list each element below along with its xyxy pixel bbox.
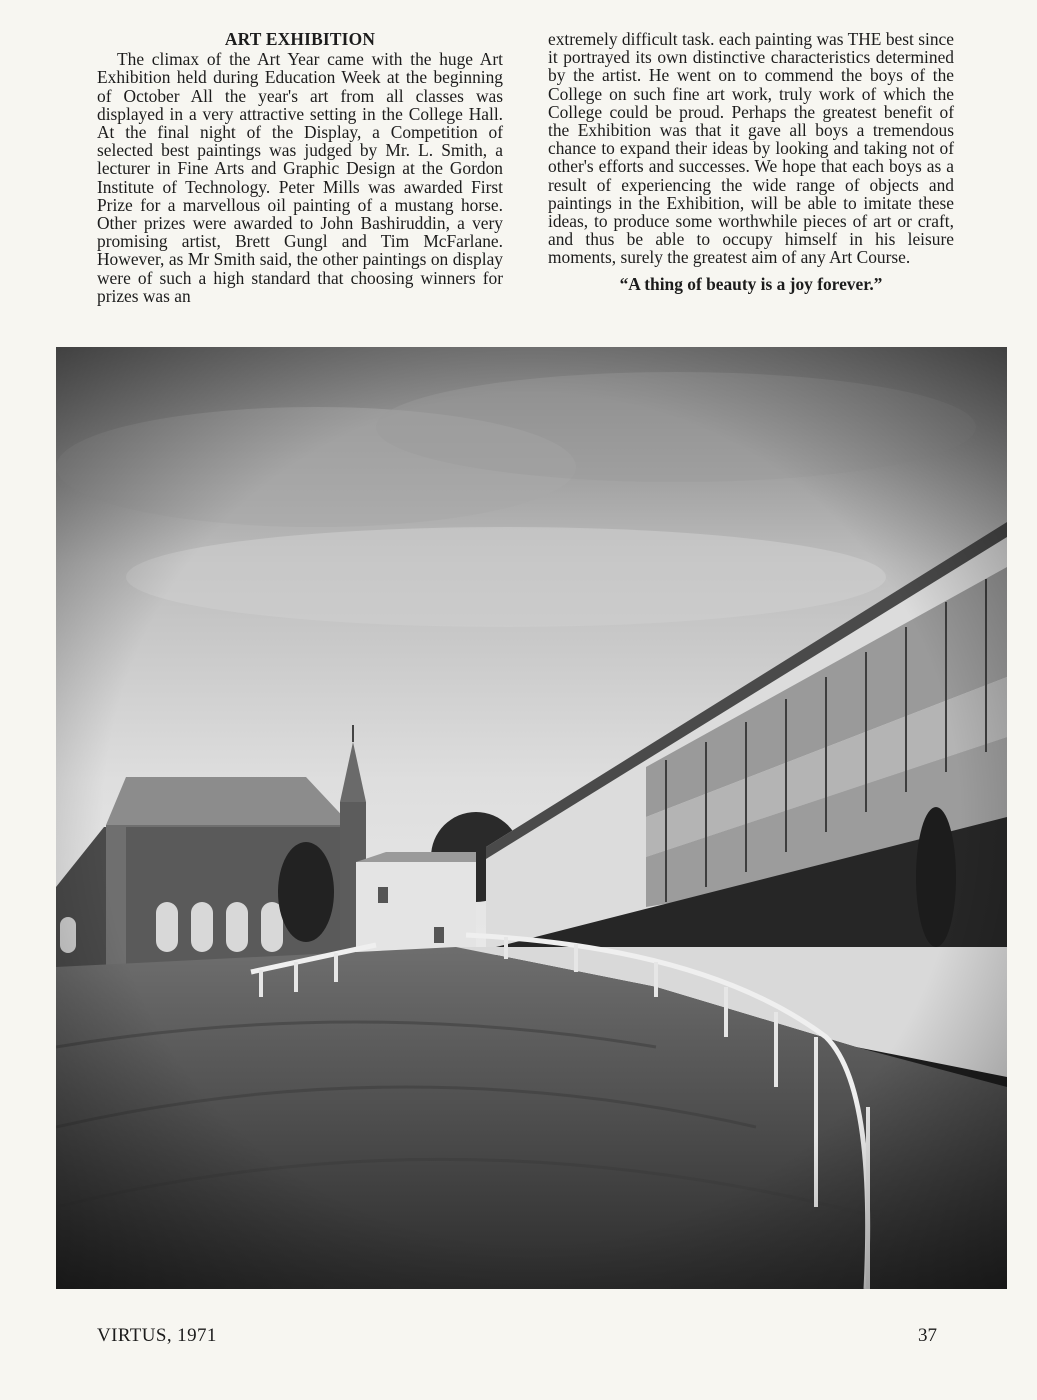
article-body-right: extremely difficult task. each painting was THE best since it portrayed its own distinctive characteristics determined by the artist. He went on to commend the boys of the College on such fine art work, truly work of which the College could be proud. Perhaps the greatest benefit of the Exhibition was that it gave all boys a tremendous chance to expand their ideas by looking and taking not of other's efforts and successes. We hope that each boys as a result of experiencing the wide range of objects and paintings in the Exhibition, will be able to imitate these ideas, to produce some worthwhile pieces of art or craft, and thus be able to occupy himself in his leisure moments, surely the greatest aim of any Art Course.: [548, 29, 954, 268]
publication-footer: VIRTUS, 1971: [97, 1325, 217, 1346]
article-column-left: [97, 30, 503, 305]
article-column-right: [548, 30, 954, 293]
college-grounds-photo: [56, 347, 1007, 1289]
closing-quote: “A thing of beauty is a joy forever.”: [619, 273, 883, 294]
article-body-left: The climax of the Art Year came with the huge Art Exhibition held during Education Week at the beginning of October All the year's art from all classes was displayed in a very attractive setting in the College Hall. At the final night of the Display, a Competition of selected best paintings was judged by Mr. L. Smith, a lecturer in Fine Arts and Graphic Design at the Gordon Institute of Technology. Peter Mills was awarded First Prize for a marvellous oil painting of a mustang horse. Other prizes were awarded to John Bashiruddin, a very promising artist, Brett Gungl and Tim McFarlane. However, as Mr Smith said, the other paintings on display were of such a high standard that choosing winners for prizes was an: [97, 49, 503, 306]
article-heading: ART EXHIBITION: [224, 29, 376, 49]
page-number: 37: [918, 1325, 937, 1346]
